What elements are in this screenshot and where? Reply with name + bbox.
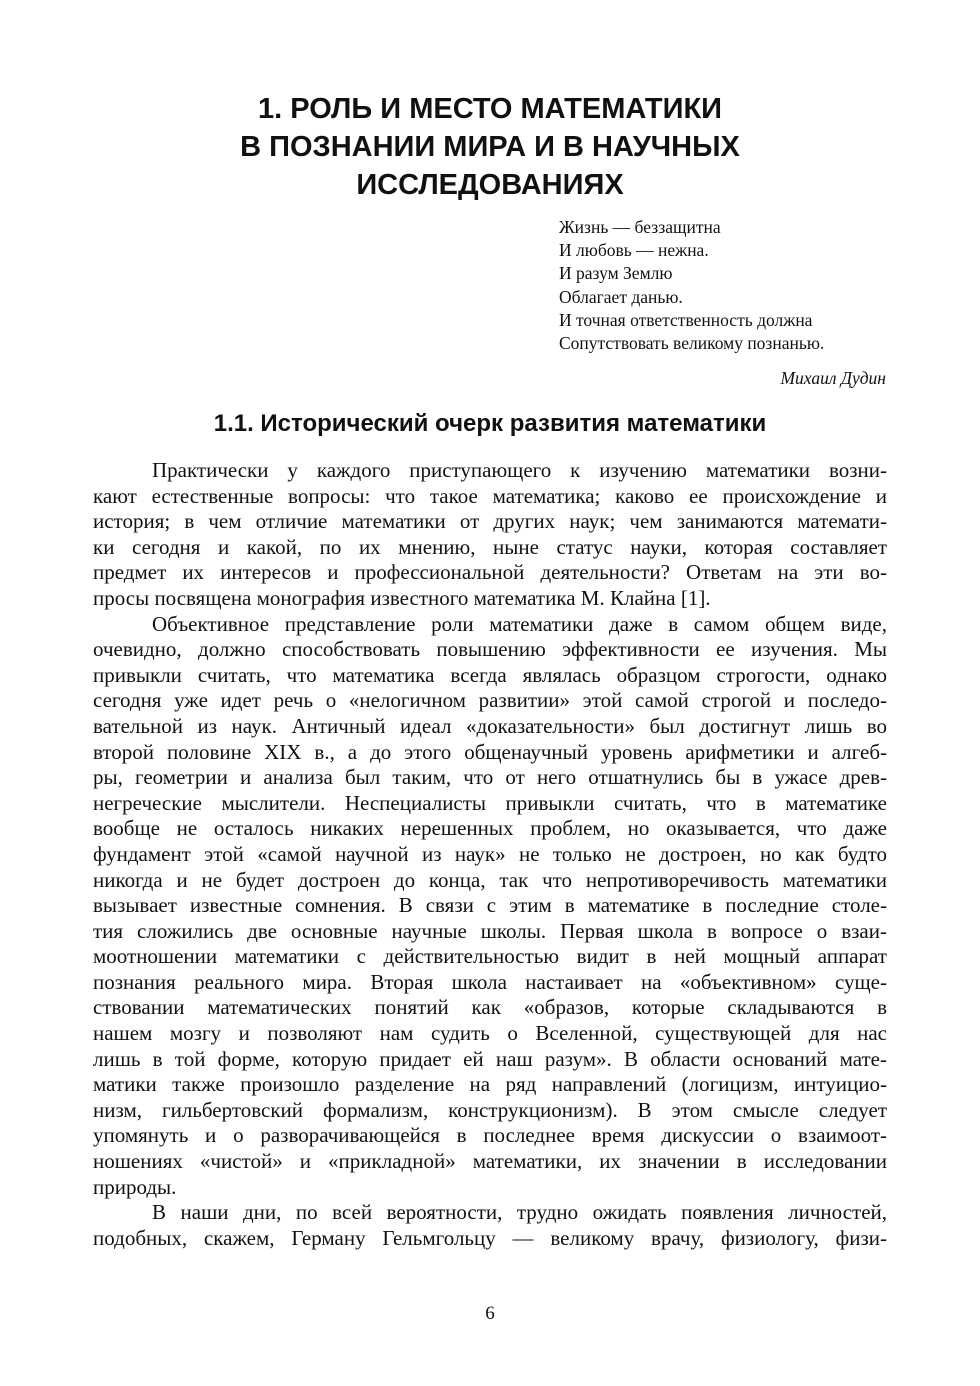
text-line: история; в чем отличие математики от других наук; чем занимаются математи- bbox=[93, 509, 887, 534]
text-line: кают естественные вопросы: что такое математика; каково ее происхождение и bbox=[93, 483, 887, 508]
text-line: предмет их интересов и профессиональной деятельности? Ответам на эти во- bbox=[93, 560, 887, 585]
text-line: негреческие мыслители. Неспециалисты привыкли считать, что в математике bbox=[93, 790, 887, 815]
text-line: сегодня уже идет речь о «нелогичном развитии» этой самой строгой и последо- bbox=[93, 688, 887, 713]
text-line: ки сегодня и какой, по их мнению, ныне статус науки, которая составляет bbox=[93, 534, 887, 559]
text-line: фундамент этой «самой научной из наук» не только не достроен, но как будто bbox=[93, 841, 887, 866]
text-line: привыкли считать, что математика всегда являлась образцом строгости, однако bbox=[93, 662, 887, 687]
chapter-title-line: В ПОЗНАНИИ МИРА И В НАУЧНЫХ bbox=[240, 131, 740, 163]
text-line: подобных, скажем, Герману Гельмгольцу — великому врачу, физиологу, физи- bbox=[93, 1225, 887, 1250]
text-line: просы посвящена монография известного математика М. Клайна [1]. bbox=[93, 585, 711, 610]
epigraph-line: Сопутствовать великому познанью. bbox=[559, 333, 825, 354]
epigraph-author: Михаил Дудин bbox=[780, 368, 886, 388]
section-title: 1.1. Исторический очерк развития математики bbox=[213, 410, 767, 437]
text-line: моотношении математики с действительностью видит в ней мощный аппарат bbox=[93, 944, 887, 969]
text-line: очевидно, должно способствовать повышению эффективности ее изучения. Мы bbox=[93, 637, 887, 662]
epigraph bbox=[559, 216, 824, 355]
text-line: вательной из наук. Античный идеал «доказательности» был достигнут лишь во bbox=[93, 713, 887, 738]
text-line: упомянуть и о разворачивающейся в последнее время дискуссии о взаимоот- bbox=[93, 1123, 887, 1148]
text-line: Объективное представление роли математики даже в самом общем виде, bbox=[152, 611, 887, 636]
body-text bbox=[93, 458, 887, 1251]
paragraph-1 bbox=[93, 458, 887, 612]
text-line: матики также произошло разделение на ряд направлений (логицизм, интуицио- bbox=[93, 1072, 887, 1097]
paragraph-3 bbox=[93, 1200, 887, 1251]
paragraph-2 bbox=[93, 612, 887, 1201]
text-line: Практически у каждого приступающего к изучению математики возни- bbox=[152, 458, 887, 482]
text-line: природы. bbox=[93, 1174, 177, 1199]
text-line: низм, гильбертовский формализм, конструкционизм). В этом смысле следует bbox=[93, 1097, 887, 1122]
epigraph-line: И точная ответственность должна bbox=[559, 309, 813, 330]
text-line: ствовании математических понятий как «образов, которые складываются в bbox=[93, 995, 887, 1020]
text-line: вызывает известные сомнения. В связи с этим в математике в последние столе- bbox=[93, 893, 887, 918]
epigraph-line: Облагает данью. bbox=[559, 286, 683, 307]
epigraph-line: И любовь — нежна. bbox=[559, 240, 709, 261]
chapter-title-line: ИССЛЕДОВАНИЯХ bbox=[356, 169, 624, 201]
chapter-title bbox=[0, 90, 980, 204]
chapter-title-line: 1. РОЛЬ И МЕСТО МАТЕМАТИКИ bbox=[258, 93, 722, 125]
text-line: ношениях «чистой» и «прикладной» математики, их значении в исследовании bbox=[93, 1149, 887, 1174]
text-line: никогда и не будет достроен до конца, так что непротиворечивость математики bbox=[93, 867, 887, 892]
text-line: вообще не осталось никаких нерешенных проблем, но оказывается, что даже bbox=[93, 816, 887, 841]
text-line: лишь в той форме, которую придает ей наш разум». В области оснований мате- bbox=[93, 1046, 887, 1071]
text-line: тия сложились две основные научные школы. Первая школа в вопросе о взаи- bbox=[93, 918, 887, 943]
text-line: второй половине XIX в., а до этого общенаучный уровень арифметики и алгеб- bbox=[93, 739, 887, 764]
epigraph-line: Жизнь — беззащитна bbox=[559, 217, 721, 237]
text-line: познания реального мира. Вторая школа настаивает на «объективном» суще- bbox=[93, 969, 887, 994]
page-number: 6 bbox=[485, 1303, 495, 1324]
text-line: ры, геометрии и анализа был таким, что от него отшатнулись бы в ужасе древ- bbox=[93, 765, 887, 790]
epigraph-line: И разум Землю bbox=[559, 263, 673, 284]
text-line: В наши дни, по всей вероятности, трудно ожидать появления личностей, bbox=[152, 1200, 887, 1225]
text-line: нашем мозгу и позволяют нам судить о Вселенной, существующей для нас bbox=[93, 1021, 887, 1046]
